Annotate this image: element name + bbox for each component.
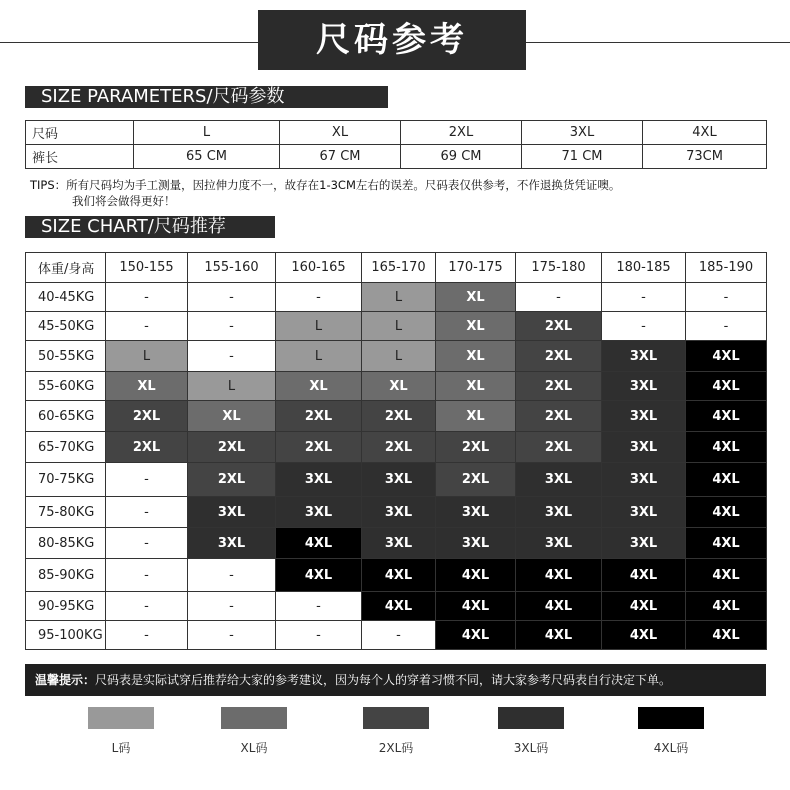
size-cell: L — [276, 312, 362, 341]
size-cell: XL — [436, 312, 516, 341]
legend-swatch — [363, 707, 429, 729]
size-cell: 2XL — [401, 121, 522, 145]
size-cell: - — [106, 463, 188, 497]
size-cell: L — [362, 283, 436, 312]
size-cell: 3XL — [362, 528, 436, 559]
size-cell: - — [188, 592, 276, 621]
table-header-row — [26, 253, 767, 283]
table-row — [26, 528, 767, 559]
size-cell: 4XL — [516, 621, 602, 650]
size-cell: - — [686, 283, 767, 312]
size-params-table — [25, 120, 767, 169]
size-cell: 2XL — [516, 312, 602, 341]
weight-header: 40-45KG — [26, 283, 106, 312]
size-cell: - — [362, 621, 436, 650]
size-cell: 2XL — [106, 432, 188, 463]
weight-header: 90-95KG — [26, 592, 106, 621]
size-cell: 4XL — [436, 559, 516, 592]
size-cell: 2XL — [188, 432, 276, 463]
size-cell: - — [276, 621, 362, 650]
size-cell: 3XL — [362, 463, 436, 497]
size-cell: 3XL — [602, 401, 686, 432]
size-cell: 3XL — [188, 528, 276, 559]
legend-swatch — [221, 707, 287, 729]
height-header: 150-155 — [106, 253, 188, 283]
size-cell: XL — [280, 121, 401, 145]
size-cell: - — [276, 592, 362, 621]
height-header: 180-185 — [602, 253, 686, 283]
weight-header: 95-100KG — [26, 621, 106, 650]
legend-label: 2XL码 — [378, 741, 414, 755]
height-header: 175-180 — [516, 253, 602, 283]
size-cell: XL — [436, 283, 516, 312]
page-title: 尺码参考 — [258, 10, 526, 70]
size-cell: 2XL — [516, 401, 602, 432]
size-cell: XL — [188, 401, 276, 432]
size-cell: - — [188, 283, 276, 312]
weight-header: 70-75KG — [26, 463, 106, 497]
size-cell: 4XL — [362, 559, 436, 592]
size-cell: 2XL — [276, 432, 362, 463]
size-chart-table — [25, 252, 767, 650]
size-cell: 3XL — [516, 497, 602, 528]
size-cell: 4XL — [686, 559, 767, 592]
size-cell: - — [602, 312, 686, 341]
legend-swatch — [498, 707, 564, 729]
weight-header: 85-90KG — [26, 559, 106, 592]
size-cell: - — [276, 283, 362, 312]
size-cell: XL — [436, 372, 516, 401]
size-cell: 4XL — [686, 432, 767, 463]
size-cell: 4XL — [686, 621, 767, 650]
size-cell: 3XL — [522, 121, 643, 145]
size-cell: 4XL — [686, 401, 767, 432]
size-cell: XL — [276, 372, 362, 401]
weight-header: 45-50KG — [26, 312, 106, 341]
size-cell: XL — [436, 341, 516, 372]
tips-line-1: TIPS：所有尺码均为手工测量，因拉伸力度不一，故存在1-3CM左右的误差。尺码表仅供参考，不作退换货凭证噢。 — [30, 178, 621, 192]
chart-section-title: SIZE CHART/尺码推荐 — [25, 216, 275, 238]
size-cell: - — [188, 312, 276, 341]
length-cell: 65 CM — [134, 145, 280, 169]
length-cell: 69 CM — [401, 145, 522, 169]
legend-item-4xl — [636, 707, 706, 756]
legend-label: XL码 — [240, 741, 268, 755]
row-label-length: 裤长 — [26, 145, 134, 169]
length-cell: 73CM — [643, 145, 767, 169]
size-cell: 3XL — [602, 372, 686, 401]
tips-text — [30, 177, 620, 209]
table-row — [26, 592, 767, 621]
reminder-banner — [25, 664, 766, 696]
corner-header: 体重/身高 — [26, 253, 106, 283]
size-cell: 2XL — [362, 432, 436, 463]
size-cell: 4XL — [602, 592, 686, 621]
table-row — [26, 121, 767, 145]
table-row — [26, 497, 767, 528]
reminder-text: 尺码表是实际试穿后推荐给大家的参考建议，因为每个人的穿着习惯不同，请大家参考尺码表自行决定下单。 — [95, 673, 672, 687]
size-cell: - — [106, 528, 188, 559]
size-cell: 4XL — [276, 559, 362, 592]
size-cell: - — [188, 621, 276, 650]
size-cell: 2XL — [436, 463, 516, 497]
size-cell: 4XL — [686, 528, 767, 559]
size-cell: - — [106, 312, 188, 341]
size-cell: 3XL — [362, 497, 436, 528]
table-row — [26, 621, 767, 650]
size-cell: 3XL — [516, 528, 602, 559]
size-cell: 4XL — [602, 559, 686, 592]
size-cell: - — [106, 559, 188, 592]
size-cell: 2XL — [106, 401, 188, 432]
table-row — [26, 559, 767, 592]
size-cell: 4XL — [276, 528, 362, 559]
height-header: 165-170 — [362, 253, 436, 283]
size-cell: L — [134, 121, 280, 145]
size-cell: - — [188, 341, 276, 372]
length-cell: 67 CM — [280, 145, 401, 169]
weight-header: 50-55KG — [26, 341, 106, 372]
weight-header: 75-80KG — [26, 497, 106, 528]
size-cell: - — [188, 559, 276, 592]
size-cell: - — [106, 497, 188, 528]
legend-label: 4XL码 — [653, 741, 689, 755]
size-cell: - — [516, 283, 602, 312]
size-cell: 4XL — [602, 621, 686, 650]
size-cell: L — [362, 312, 436, 341]
size-cell: - — [602, 283, 686, 312]
weight-header: 80-85KG — [26, 528, 106, 559]
size-cell: 4XL — [436, 592, 516, 621]
legend-item-3xl — [496, 707, 566, 756]
legend-item-xl — [219, 707, 289, 756]
size-cell: 2XL — [188, 463, 276, 497]
size-cell: 2XL — [436, 432, 516, 463]
size-cell: - — [106, 283, 188, 312]
legend-swatch — [88, 707, 154, 729]
height-header: 170-175 — [436, 253, 516, 283]
tips-line-2: 我们将会做得更好！ — [72, 194, 176, 208]
size-cell: 4XL — [436, 621, 516, 650]
size-cell: 4XL — [686, 372, 767, 401]
weight-header: 55-60KG — [26, 372, 106, 401]
size-cell: 3XL — [276, 497, 362, 528]
size-cell: 3XL — [188, 497, 276, 528]
table-row — [26, 341, 767, 372]
size-cell: 2XL — [362, 401, 436, 432]
size-cell: 4XL — [362, 592, 436, 621]
weight-header: 60-65KG — [26, 401, 106, 432]
size-cell: 3XL — [436, 497, 516, 528]
size-cell: 3XL — [602, 341, 686, 372]
legend-label: 3XL码 — [513, 741, 549, 755]
size-cell: 2XL — [516, 372, 602, 401]
params-section-title: SIZE PARAMETERS/尺码参数 — [25, 86, 388, 108]
table-row — [26, 401, 767, 432]
size-cell: 3XL — [602, 528, 686, 559]
height-header: 160-165 — [276, 253, 362, 283]
size-cell: - — [106, 621, 188, 650]
legend-swatch — [638, 707, 704, 729]
legend-item-2xl — [361, 707, 431, 756]
size-cell: 4XL — [516, 559, 602, 592]
table-row — [26, 463, 767, 497]
legend-item-l — [86, 707, 156, 756]
size-cell: 4XL — [643, 121, 767, 145]
length-cell: 71 CM — [522, 145, 643, 169]
size-cell: L — [276, 341, 362, 372]
size-cell: L — [362, 341, 436, 372]
size-cell: L — [188, 372, 276, 401]
table-row — [26, 432, 767, 463]
size-cell: 3XL — [602, 497, 686, 528]
size-cell: 4XL — [686, 341, 767, 372]
size-cell: 2XL — [276, 401, 362, 432]
size-cell: 3XL — [276, 463, 362, 497]
size-cell: 3XL — [436, 528, 516, 559]
reminder-label: 温馨提示： — [35, 673, 96, 687]
size-cell: 3XL — [516, 463, 602, 497]
size-cell: 4XL — [686, 497, 767, 528]
size-cell: - — [106, 592, 188, 621]
size-cell: XL — [106, 372, 188, 401]
table-row — [26, 312, 767, 341]
table-row — [26, 283, 767, 312]
size-cell: 4XL — [516, 592, 602, 621]
height-header: 185-190 — [686, 253, 767, 283]
legend-label: L码 — [111, 741, 131, 755]
weight-header: 65-70KG — [26, 432, 106, 463]
table-row — [26, 145, 767, 169]
size-cell: L — [106, 341, 188, 372]
size-cell: 2XL — [516, 341, 602, 372]
table-row — [26, 372, 767, 401]
row-label-size: 尺码 — [26, 121, 134, 145]
size-cell: XL — [362, 372, 436, 401]
size-cell: - — [686, 312, 767, 341]
size-cell: XL — [436, 401, 516, 432]
size-cell: 4XL — [686, 592, 767, 621]
size-cell: 2XL — [516, 432, 602, 463]
size-cell: 3XL — [602, 432, 686, 463]
size-cell: 3XL — [602, 463, 686, 497]
height-header: 155-160 — [188, 253, 276, 283]
size-cell: 4XL — [686, 463, 767, 497]
